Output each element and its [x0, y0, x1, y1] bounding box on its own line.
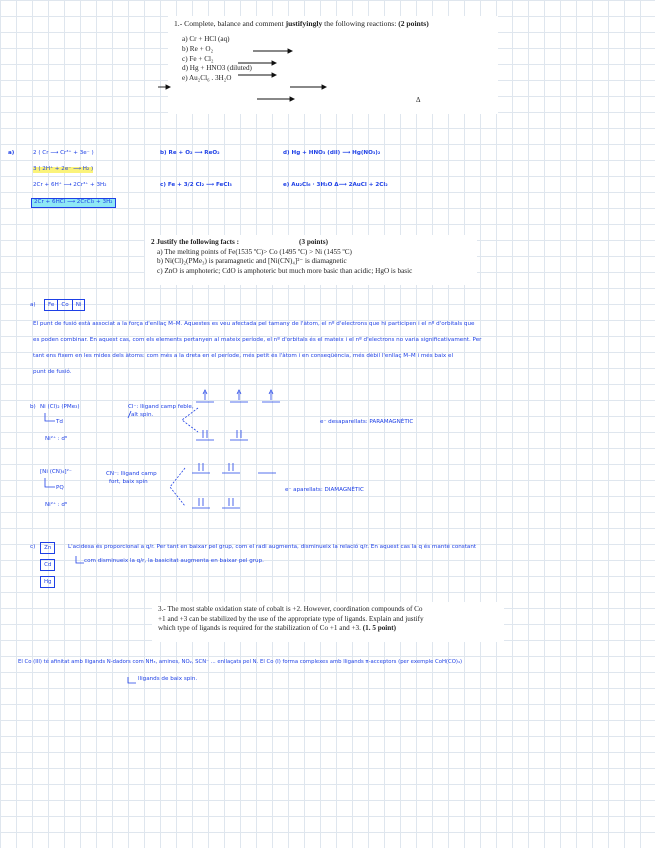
answer-2b-label: b)	[30, 404, 36, 410]
answer-2b2-ligand-2: fort, baix spin	[109, 479, 148, 485]
box-zn: Zn	[40, 542, 55, 554]
question-1-item-c: c) Fe + Cl₂	[182, 54, 214, 63]
question-1-title: 1.- Complete, balance and comment justifyingly the following reactions: (2 points)	[174, 19, 429, 28]
answer-2a-line4: punt de fusió.	[33, 369, 72, 375]
box-co: Co	[57, 299, 72, 311]
question-3-line1: 3.- The most stable oxidation state of cobalt is +2. However, coordination compounds of Co	[158, 605, 423, 613]
answer-2b1-geometry: Td	[56, 419, 63, 425]
answer-1a-label: a)	[8, 150, 15, 156]
question-1-item-b: b) Re + O₂	[182, 44, 214, 53]
answer-1a-line4: 2Cr + 6HCl ⟶ 2CrCl₃ + 3H₂	[31, 198, 116, 208]
answer-1e: e) Au₂Cl₆ · 3H₂O Δ⟶ 2AuCl + 2Cl₂	[283, 182, 388, 188]
answer-1d: d) Hg + HNO₃ (dil) ⟶ Hg(NO₃)₂	[283, 150, 381, 156]
box-hg: Hg	[40, 576, 55, 588]
question-1-arrows	[158, 49, 326, 101]
answer-2a-line2: es poden combinar. En aquest cas, com els elements pertanyen al mateix període, el nº d'orbitals és el mateix i el nº d'electrons no varia significativament. Per	[33, 337, 482, 343]
question-2-item-c: c) ZnO is amphoteric; CdO is amphoteric but much more basic than acidic; HgO is basic	[157, 267, 413, 276]
question-2-title: 2 Justify the following facts : (3 points)	[151, 238, 329, 246]
delta-symbol: Δ	[416, 96, 421, 104]
answer-3-line1: El Co (III) té afinitat amb lligands N-dadors com NH₃, amines, NO₂, SCN⁻ ... enllaçats pel N. El Co (I) forma complexes amb lligands π-acceptors (per exemple CoH(CO)₄)	[18, 659, 463, 665]
question-1-item-e: e) Au₂Cl₆ . 3H₂O	[182, 74, 232, 83]
answer-3-line2: lligands de baix spin.	[138, 676, 198, 682]
answer-2b1-formula: Ni (Cl)₂ (PMe₃)	[40, 404, 80, 410]
question-2-item-a: a) The melting points of Fe(1535 ºC)> Co (1495 ºC) > Ni (1455 ºC)	[157, 247, 352, 256]
answer-2b1-result: e⁻ desaparellats: PARAMAGNÈTIC	[320, 419, 414, 425]
answer-2b2-ligand: CN⁻: lligand camp	[106, 471, 157, 477]
question-3-line3: which type of ligands is required for the stabilization of Co +1 and +3. (1. 5 point)	[158, 624, 397, 633]
question-1-item-a: a) Cr + HCl (aq)	[182, 35, 230, 44]
answer-2b2-formula: [Ni (CN)₄]²⁻	[40, 469, 72, 475]
orbital-diagram-td	[182, 390, 280, 440]
answer-2c-line1: L'acidesa és proporcional a q/r. Per tant en baixar pel grup, com el radi augmenta, disminueix la relació q/r. En aquest cas la q és manté constant	[68, 544, 477, 550]
answer-1a-line2: 3 ( 2H⁺ + 2e⁻ ⟶ H₂ )	[33, 166, 94, 172]
answer-2b1-ligand: Cl⁻: lligand camp feble,	[128, 404, 194, 410]
box-ni: Ni	[72, 299, 86, 311]
answer-2c-label: c)	[30, 544, 36, 550]
answer-2b1-ligand-2: alt spin.	[131, 412, 154, 418]
question-2-item-b: b) Ni(Cl)₂(PMe₃) is paramagnetic and [Ni(CN)₄]²⁻ is diamagnetic	[157, 257, 347, 266]
answer-1a-line1: 2 ( Cr ⟶ Cr³⁺ + 3e⁻ )	[33, 150, 94, 156]
answer-2b1-ion: Ni²⁺ : d⁸	[45, 436, 68, 442]
answer-2a-line3: tant ens fixem en les mides dels àtoms: com més a la dreta en el període, més petit és l'àtom i en conseqüència, més dèbil l'enllaç M–M i més baix el	[33, 353, 454, 359]
box-cd: Cd	[40, 559, 55, 571]
answer-2b2-ion: Ni²⁺ : d⁸	[45, 502, 68, 508]
answer-2b2-geometry: PQ	[56, 485, 64, 491]
hook-arrows	[45, 411, 136, 683]
answer-2b2-result: e⁻ aparellats: DIAMAGNÈTIC	[285, 487, 364, 493]
answer-1c: c) Fe + 3/2 Cl₂ ⟶ FeCl₃	[160, 182, 232, 188]
box-fe: Fe	[44, 299, 58, 311]
answer-2a-line1: El punt de fusió està associat a la força d'enllaç M–M. Aquestes es veu afectada pel tamany de l'àtom, el nº d'electrons que hi participen i el nº d'orbitals que	[33, 321, 475, 327]
answer-1a-line3: 2Cr + 6H⁺ ⟶ 2Cr³⁺ + 3H₂	[33, 182, 107, 188]
answer-2c-line2: com disminueix la q/r, la basicitat augmenta en baixar pel grup.	[84, 558, 264, 564]
question-1-item-d: d) Hg + HNO3 (diluted)	[182, 64, 252, 73]
question-3-line2: +1 and +3 can be stabilized by the use of the appropriate type of ligands. Explain and justify	[158, 614, 424, 623]
orbital-diagram-sp	[170, 463, 276, 508]
answer-1b: b) Re + O₂ ⟶ ReO₂	[160, 150, 220, 156]
answer-2a-label: a)	[30, 302, 36, 308]
